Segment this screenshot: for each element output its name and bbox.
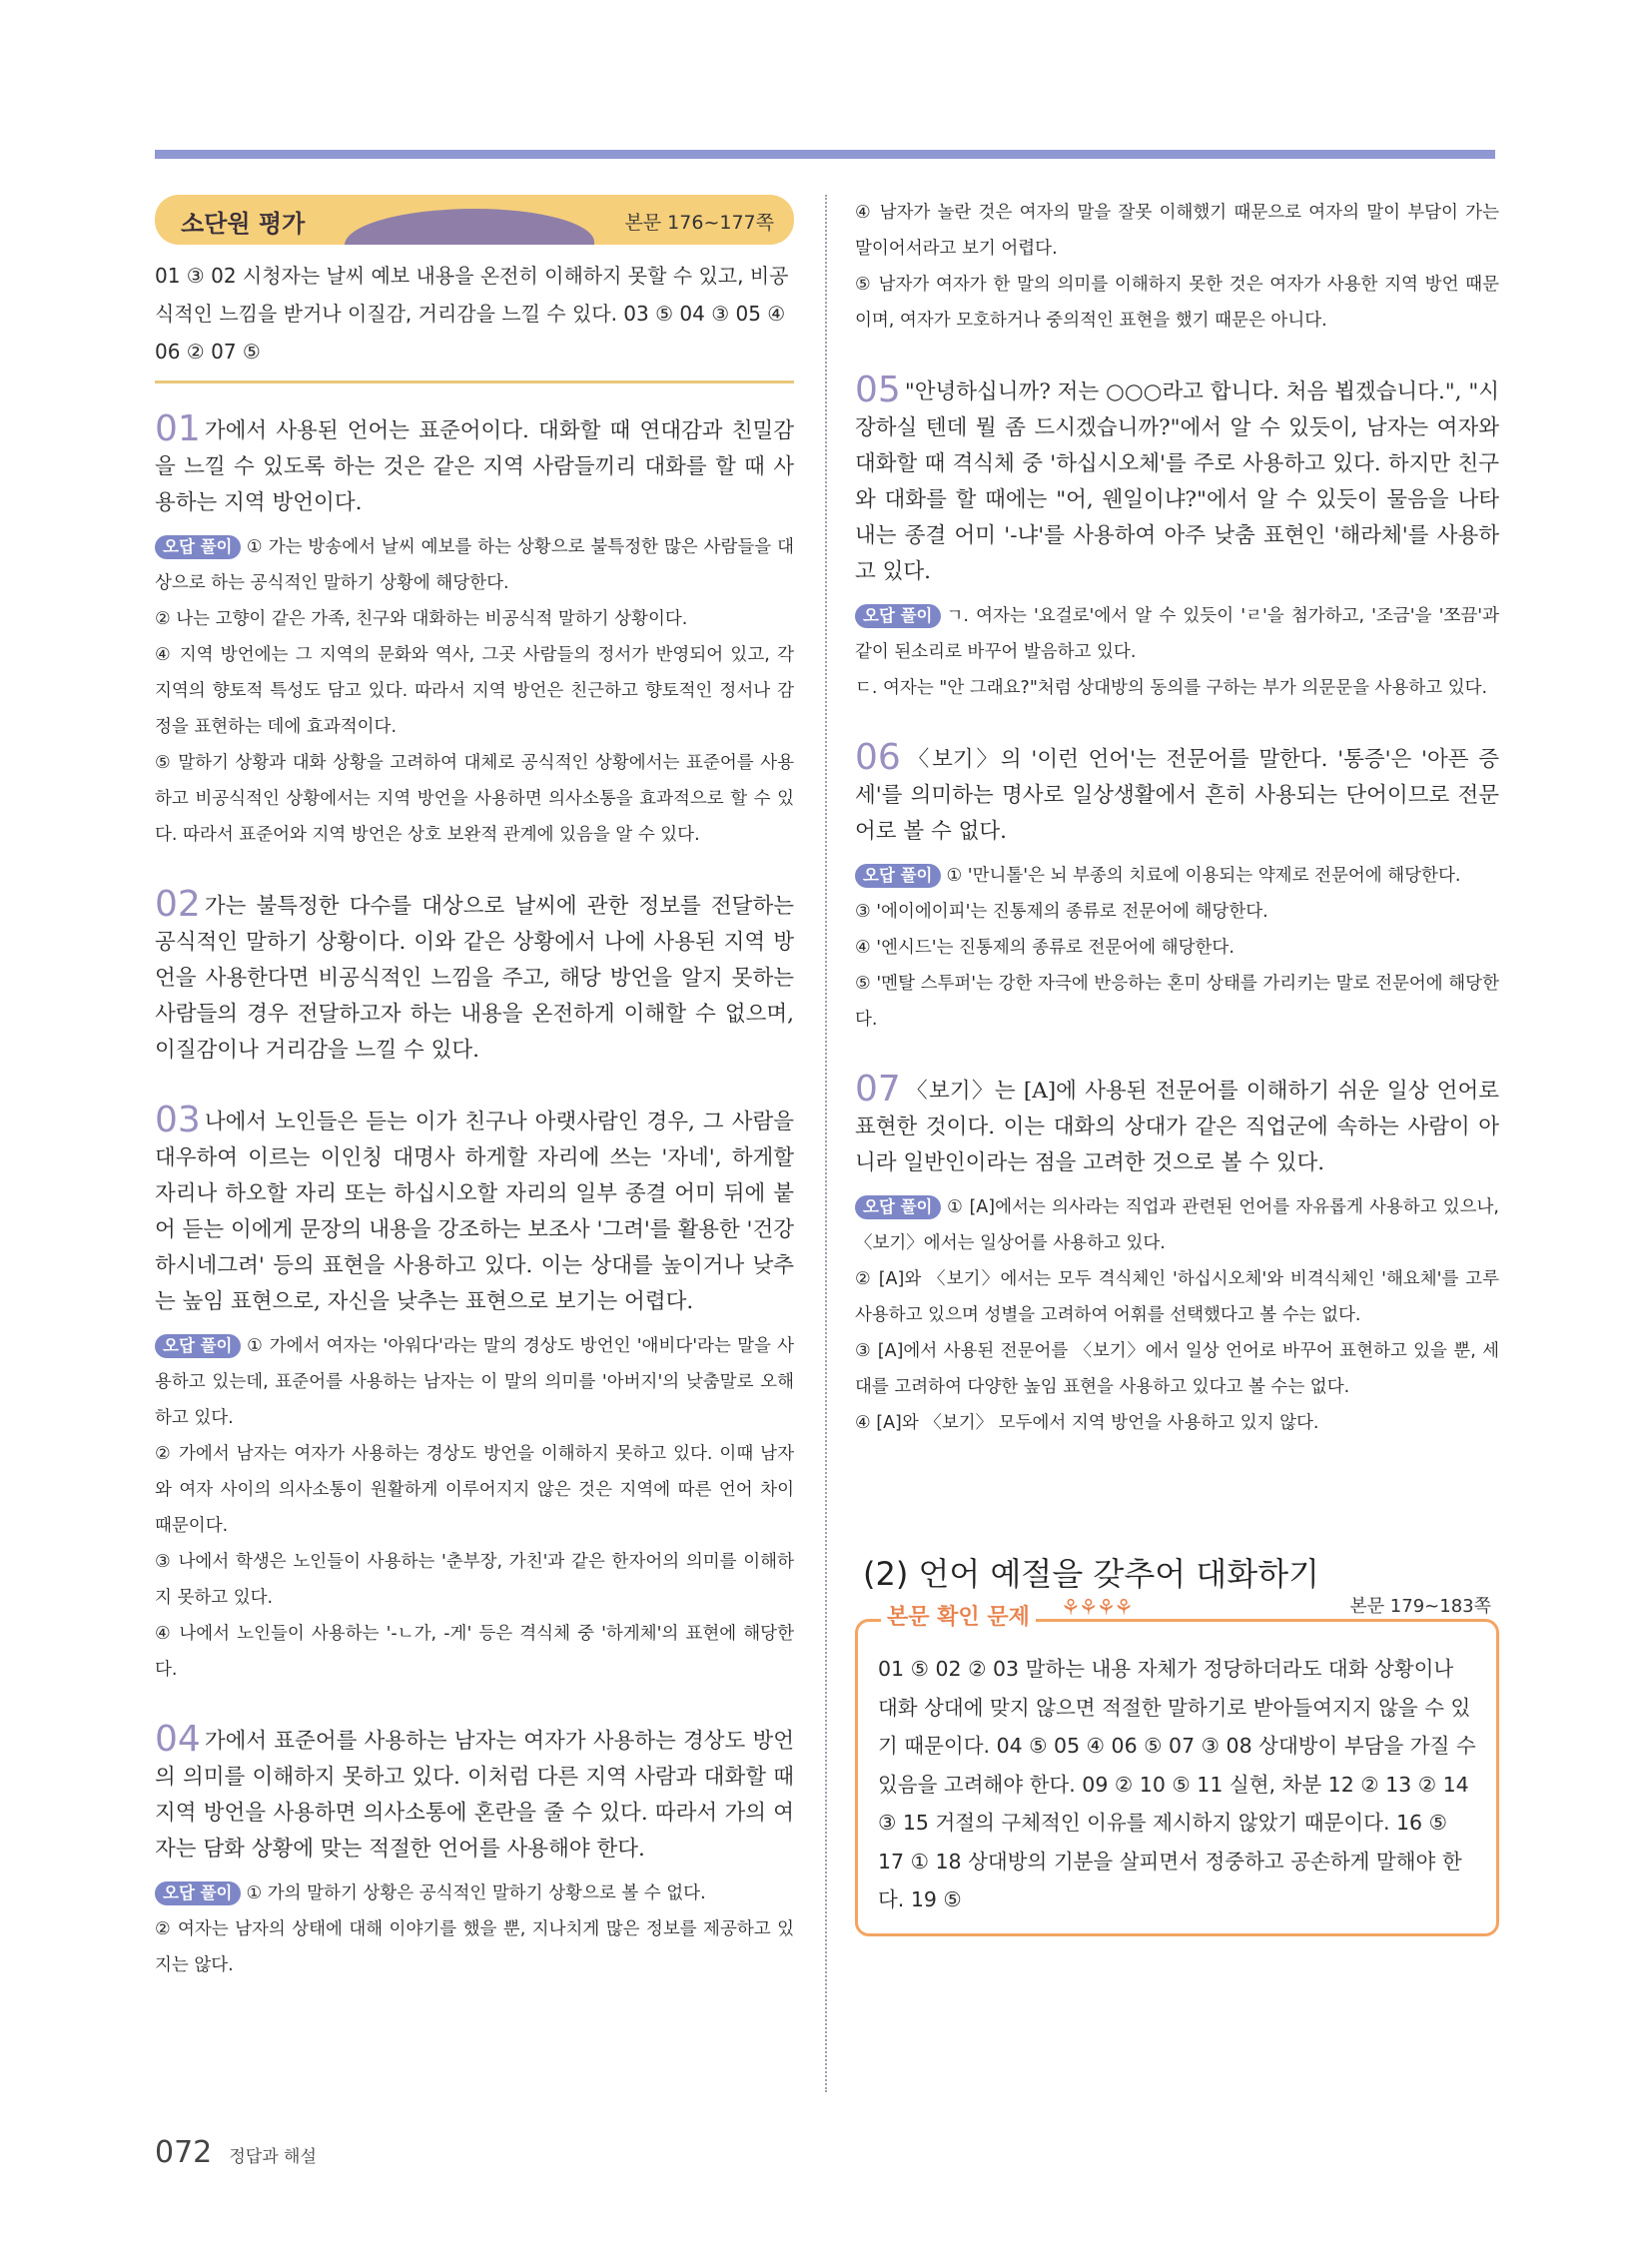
item-text: 가에서 사용된 언어는 표준어이다. 대화할 때 연대감과 친밀감을 느낄 수 있도록 하는 것은 같은 지역 사람들끼리 대화를 할 때 사용하는 지역 방언이다.	[155, 418, 794, 515]
section-rule	[155, 380, 794, 383]
wrong-answer-badge: 오답 풀이	[855, 864, 941, 888]
page-number: 072	[155, 2135, 213, 2170]
header-decoration	[345, 209, 594, 245]
item-text: 〈보기〉의 '이런 언어'는 전문어를 말한다. '통증'은 '아픈 증세'를 의미하는 명사로 일상생활에서 흔히 사용되는 단어이므로 전문어로 볼 수 없다.	[855, 747, 1499, 844]
explanation-item	[155, 1719, 794, 1983]
wrong-answer-badge: 오답 풀이	[855, 1195, 941, 1219]
explanation-item	[155, 1100, 795, 1688]
item-number: 07	[855, 1069, 901, 1110]
section-title: 소단원 평가	[181, 210, 306, 238]
review-answers: 01 ⑤ 02 ② 03 말하는 내용 자체가 정당하더라도 대화 상황이나 대화 상대에 맞지 않으면 적절한 말하기로 받아들여지지 않을 수 있기 때문이다. 04 ⑤ 05 ④ 06 ⑤ 07 ③ 08 상대방이 부담을 가질 수 있음을 고려해야 한다. 09 ② 10 ⑤ 11 실현, 차분 12 ② 13 ② 14 ③ 15 거절의 구체적인 이유를 제시하지 않았기 때문이다. 16 ⑤ 17 ① 18 상대방의 기분을 살피면서 정중하고 공손하게 말해야 한다. 19 ⑤	[878, 1657, 1476, 1911]
wrong-answer-note: 오답 풀이 ① [A]에서는 의사라는 직업과 관련된 언어를 자유롭게 사용하고 있으나, 〈보기〉에서는 일상어를 사용하고 있다. ② [A]와 〈보기〉에서는 모두 격식체인 '하십시오체'와 비격식체인 '해요체'를 고루 사용하고 있으며 성별을 고려하여 어휘를 선택했다고 볼 수는 없다. ③ [A]에서 사용된 전문어를 〈보기〉에서 일상 언어로 바꾸어 표현하고 있을 뿐, 세대를 고려하여 다양한 높임 표현을 사용하고 있다고 볼 수는 없다. ④ [A]와 〈보기〉 모두에서 지역 방언을 사용하고 있지 않다.	[855, 1197, 1499, 1433]
answer-key: 01 ③ 02 시청자는 날씨 예보 내용을 온전히 이해하지 못할 수 있고, 비공식적인 느낌을 받거나 이질감, 거리감을 느낄 수 있다. 03 ⑤ 04 ③ 05 ④ 06 ② 07 ⑤	[155, 264, 789, 364]
explanation-item	[155, 408, 794, 853]
left-column	[155, 195, 794, 2017]
wrong-answer-badge: 오답 풀이	[155, 535, 241, 559]
top-rule	[155, 150, 1495, 159]
wrong-answer-badge: 오답 풀이	[855, 604, 941, 628]
continued-note: ④ 남자가 놀란 것은 여자의 말을 잘못 이해했기 때문으로 여자의 말이 부담이 가는 말이어서라고 보기 어렵다. ⑤ 남자가 여자가 한 말의 의미를 이해하지 못한 것은 여자가 사용한 지역 방언 때문이며, 여자가 모호하거나 중의적인 표현을 했기 때문은 아니다.	[855, 203, 1499, 331]
wrong-answer-note: 오답 풀이 ① 가에서 여자는 '아워다'라는 말의 경상도 방언인 '애비다'라는 말을 사용하고 있는데, 표준어를 사용하는 남자는 이 말의 의미를 '아버지'의 낮춤말로 오해하고 있다. ② 가에서 남자는 여자가 사용하는 경상도 방언을 이해하지 못하고 있다. 이때 남자와 여자 사이의 의사소통이 원활하게 이루어지지 않은 것은 지역에 따른 언어 차이 때문이다. ③ 나에서 학생은 노인들이 사용하는 '춘부장, 가친'과 같은 한자어의 의미를 이해하지 못하고 있다. ④ 나에서 노인들이 사용하는 '-ㄴ가, -게' 등은 격식체 중 '하게체'의 표현에 해당한다.	[155, 1336, 794, 1680]
item-number: 04	[155, 1719, 201, 1760]
explanation-item	[855, 1069, 1499, 1441]
item-text: 〈보기〉는 [A]에 사용된 전문어를 이해하기 쉬운 일상 언어로 표현한 것이다. 이는 대화의 상대가 같은 직업군에 속하는 사람이 아니라 일반인이라는 점을 고려한 것으로 볼 수 있다.	[855, 1079, 1499, 1175]
explanation-item	[155, 884, 794, 1069]
section-header	[155, 195, 794, 245]
footer-label: 정답과 해설	[229, 2147, 317, 2167]
explanation-item	[855, 370, 1499, 706]
wrong-answer-badge: 오답 풀이	[155, 1334, 241, 1358]
item-text: "안녕하십니까? 저는 ○○○라고 합니다. 처음 뵙겠습니다.", "시장하실 텐데 뭘 좀 드시겠습니까?"에서 알 수 있듯이, 남자는 여자와 대화할 때 격식체 중 '하십시오체'를 주로 사용하고 있다. 하지만 친구와 대화를 할 때에는 "어, 웬일이냐?"에서 알 수 있듯이 물음을 나타내는 종결 어미 '-냐'를 사용하여 아주 낮춤 표현인 '해라체'를 사용하고 있다.	[855, 379, 1499, 584]
page-footer	[155, 2135, 317, 2170]
item-number: 03	[155, 1100, 201, 1140]
item-text: 가는 불특정한 다수를 대상으로 날씨에 관한 정보를 전달하는 공식적인 말하기 상황이다. 이와 같은 상황에서 나에 사용된 지역 방언을 사용한다면 비공식적인 느낌을 주고, 해당 방언을 알지 못하는 사람들의 경우 전달하고자 하는 내용을 온전하게 이해할 수 없으며, 이질감이나 거리감을 느낄 수 있다.	[155, 894, 794, 1063]
wrong-answer-note: 오답 풀이 ㄱ. 여자는 '요걸로'에서 알 수 있듯이 'ㄹ'을 첨가하고, '조금'을 '쪼끔'과 같이 된소리로 바꾸어 발음하고 있다. ㄷ. 여자는 "안 그래요?"처럼 상대방의 동의를 구하는 부가 의문문을 사용하고 있다.	[855, 606, 1499, 698]
item-number: 05	[855, 370, 901, 410]
item-number: 02	[155, 884, 201, 925]
wrong-answer-note: 오답 풀이 ① 가는 방송에서 날씨 예보를 하는 상황으로 불특정한 많은 사람들을 대상으로 하는 공식적인 말하기 상황에 해당한다. ② 나는 고향이 같은 가족, 친구와 대화하는 비공식적 말하기 상황이다. ④ 지역 방언에는 그 지역의 문화와 역사, 그곳 사람들의 정서가 반영되어 있고, 각 지역의 향토적 특성도 담고 있다. 따라서 지역 방언은 친근하고 향토적인 정서나 감정을 표현하는 데에 효과적이다. ⑤ 말하기 상황과 대화 상황을 고려하여 대체로 공식적인 상황에서는 표준어를 사용하고 비공식적인 상황에서는 지역 방언을 사용하면 의사소통을 효과적으로 할 수 있다. 따라서 표준어와 지역 방언은 상호 보완적 관계에 있음을 알 수 있다.	[155, 537, 794, 845]
review-box	[855, 1596, 1499, 1936]
item-text: 가에서 표준어를 사용하는 남자는 여자가 사용하는 경상도 방언의 의미를 이해하지 못하고 있다. 이처럼 다른 지역 사람과 대화할 때 지역 방언을 사용하면 의사소통에 혼란을 줄 수 있다. 따라서 가의 여자는 담화 상황에 맞는 적절한 언어를 사용해야 한다.	[155, 1729, 794, 1862]
wrong-answer-note: 오답 풀이 ① 가의 말하기 상황은 공식적인 말하기 상황으로 볼 수 없다. ② 여자는 남자의 상태에 대해 이야기를 했을 뿐, 지나치게 많은 정보를 제공하고 있지는 않다.	[155, 1883, 794, 1975]
explanation-item	[855, 737, 1499, 1038]
wrong-answer-badge: 오답 풀이	[155, 1881, 241, 1905]
wrong-answer-note: 오답 풀이 ① '만니톨'은 뇌 부종의 치료에 이용되는 약제로 전문어에 해당한다. ③ '에이에이피'는 진통제의 종류로 전문어에 해당한다. ④ '엔시드'는 진통제의 종류로 전문어에 해당한다. ⑤ '멘탈 스투퍼'는 강한 자극에 반응하는 혼미 상태를 가리키는 말로 전문어에 해당한다.	[855, 866, 1499, 1030]
item-text: 나에서 노인들은 듣는 이가 친구나 아랫사람인 경우, 그 사람을 대우하여 이르는 이인칭 대명사 하게할 자리에 쓰는 '자네', 하게할 자리나 하오할 자리 또는 하십시오할 자리의 일부 종결 어미 뒤에 붙어 듣는 이에게 문장의 내용을 강조하는 보조사 '그려'를 활용한 '건강하시네그려' 등의 표현을 사용하고 있다. 이는 상대를 높이거나 낮추는 높임 표현으로, 자신을 낮추는 표현으로 보기는 어렵다.	[155, 1110, 795, 1314]
wheat-icon: ⚘⚘⚘⚘	[1061, 1596, 1132, 1621]
column-divider	[825, 195, 827, 2092]
item-number: 01	[155, 408, 201, 449]
right-column	[855, 195, 1499, 1936]
item-number: 06	[855, 737, 901, 778]
subsection-heading: (2) 언어 예절을 갖추어 대화하기	[863, 1555, 1319, 1593]
section-page-ref: 본문 176~177쪽	[624, 212, 774, 234]
review-box-page-ref: 본문 179~183쪽	[1345, 1592, 1495, 1618]
review-box-title: 본문 확인 문제	[881, 1600, 1036, 1631]
